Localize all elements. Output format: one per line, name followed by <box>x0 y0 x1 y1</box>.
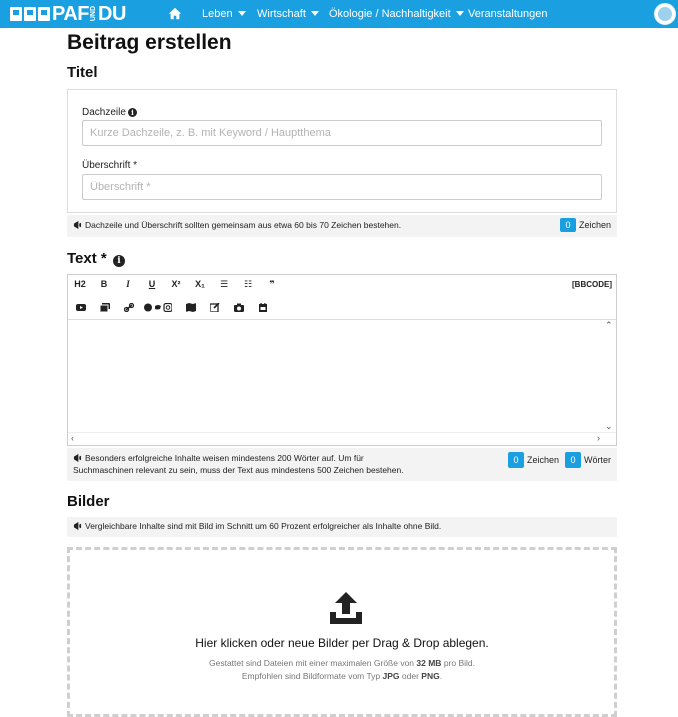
format-info-prefix: Empfohlen sind Bildformate vom Typ <box>241 671 383 681</box>
text-counters <box>508 452 611 468</box>
info-icon[interactable]: i <box>113 255 125 267</box>
nav-item-label: Leben <box>202 8 233 20</box>
bbcode-toggle[interactable]: [BBCODE] <box>572 280 612 289</box>
calendar-icon[interactable] <box>258 303 268 312</box>
logo-text-und: UND <box>90 6 98 22</box>
gallery-icon[interactable] <box>100 303 110 312</box>
avatar-image <box>658 7 672 21</box>
superscript-button[interactable]: X² <box>171 279 181 289</box>
format-info-suffix: . <box>439 671 443 681</box>
dachzeile-label <box>82 107 137 118</box>
bold-button[interactable]: B <box>100 279 108 289</box>
youtube-icon[interactable] <box>76 303 86 312</box>
size-info-prefix: Gestattet sind Dateien mit einer maximalen Größe von <box>209 658 417 668</box>
user-avatar[interactable] <box>654 3 676 25</box>
dropzone-title: Hier klicken oder neue Bilder per Drag & Drop ablegen. <box>195 636 489 650</box>
nav-item-label: Wirtschaft <box>257 8 306 20</box>
subscript-button[interactable]: X₁ <box>195 279 205 289</box>
size-info-suffix: pro Bild. <box>441 658 475 668</box>
scroll-up-icon[interactable]: ⌃ <box>605 320 613 330</box>
titel-heading: Titel <box>67 64 98 81</box>
image-dropzone[interactable] <box>67 547 617 717</box>
char-count-badge: 0 <box>560 218 576 232</box>
text-editor <box>67 274 617 446</box>
upload-icon <box>328 590 364 626</box>
titel-hint-text: Dachzeile und Überschrift sollten gemeinsam aus etwa 60 bis 70 Zeichen bestehen. <box>85 220 402 230</box>
nav-item-wirtschaft[interactable] <box>257 8 319 20</box>
nav-item-label: Veranstaltungen <box>468 8 548 20</box>
camera-icon[interactable] <box>234 303 244 312</box>
editor-toolbar-row-2 <box>68 297 616 319</box>
chevron-down-icon <box>456 11 464 16</box>
bullet-list-button[interactable]: ☰ <box>219 279 229 289</box>
vertical-scrollbar[interactable] <box>602 319 616 434</box>
megaphone-icon <box>73 522 82 530</box>
italic-button[interactable]: I <box>126 279 130 289</box>
quote-button[interactable]: ❞ <box>269 279 275 289</box>
format-info-mid: oder <box>399 671 422 681</box>
site-logo[interactable] <box>10 3 126 25</box>
dropzone-size-info <box>70 658 614 668</box>
logo-text-right: DU <box>98 2 126 25</box>
numbered-list-button[interactable]: ☷ <box>243 279 253 289</box>
dropzone-format-info <box>70 671 614 681</box>
map-icon[interactable] <box>186 303 196 312</box>
format-jpg: JPG <box>382 671 400 681</box>
page-title: Beitrag erstellen <box>67 31 232 54</box>
char-count-badge: 0 <box>508 452 524 468</box>
word-count-badge: 0 <box>565 452 581 468</box>
megaphone-icon <box>73 454 82 462</box>
chevron-down-icon <box>238 11 246 16</box>
editor-text-area[interactable] <box>68 319 616 434</box>
horizontal-scrollbar[interactable] <box>68 432 616 445</box>
titel-hint-bar <box>67 215 617 237</box>
scroll-left-icon[interactable]: ‹ <box>71 433 74 443</box>
nav-item-oekologie[interactable] <box>329 8 464 20</box>
text-hint-line-1-text: Besonders erfolgreiche Inhalte weisen mindestens 200 Wörter auf. Um für <box>85 453 364 463</box>
text-hint-line-2: Suchmaschinen relevant zu sein, muss der Text aus mindestens 500 Zeichen bestehen. <box>73 465 404 475</box>
info-icon[interactable]: i <box>128 108 137 117</box>
dachzeile-input[interactable] <box>82 120 602 146</box>
scroll-right-icon[interactable]: › <box>597 433 600 443</box>
char-count-label: Zeichen <box>526 455 559 465</box>
logo-text-left: PAF <box>52 2 90 25</box>
heading2-button[interactable]: H2 <box>74 279 86 289</box>
nav-item-veranstaltungen[interactable] <box>468 8 548 20</box>
size-info-value: 32 MB <box>416 658 442 668</box>
top-navbar <box>0 0 678 28</box>
bilder-hint-text: Vergleichbare Inhalte sind mit Bild im Schnitt um 60 Prozent erfolgreicher als Inhalte ohne Bild. <box>85 521 442 531</box>
ueberschrift-input[interactable] <box>82 174 602 200</box>
scroll-down-icon[interactable]: ⌄ <box>605 421 613 431</box>
edit-icon[interactable] <box>210 303 220 312</box>
text-heading-label: Text * <box>67 250 107 267</box>
editor-toolbar-row-1 <box>68 275 616 297</box>
text-hint-bar <box>67 448 617 481</box>
link-icon[interactable] <box>124 303 134 312</box>
nav-item-label: Ökologie / Nachhaltigkeit <box>329 8 451 20</box>
logo-glyph-icon <box>10 7 22 21</box>
bilder-hint-bar <box>67 517 617 537</box>
bilder-heading: Bilder <box>67 493 110 510</box>
titel-char-counter <box>560 218 611 232</box>
format-png: PNG <box>421 671 440 681</box>
megaphone-icon <box>73 221 82 229</box>
social-media-icon[interactable] <box>144 303 172 312</box>
dachzeile-label-text: Dachzeile <box>82 107 126 118</box>
logo-glyph-icon <box>24 7 36 21</box>
underline-button[interactable]: U <box>148 279 156 289</box>
char-count-label: Zeichen <box>578 220 611 230</box>
nav-item-leben[interactable] <box>202 8 246 20</box>
titel-card <box>67 89 617 213</box>
home-icon[interactable] <box>168 7 182 21</box>
ueberschrift-label: Überschrift * <box>82 160 138 171</box>
text-heading <box>67 250 125 267</box>
word-count-label: Wörter <box>584 455 611 465</box>
logo-glyph-icon <box>38 7 50 21</box>
chevron-down-icon <box>311 11 319 16</box>
